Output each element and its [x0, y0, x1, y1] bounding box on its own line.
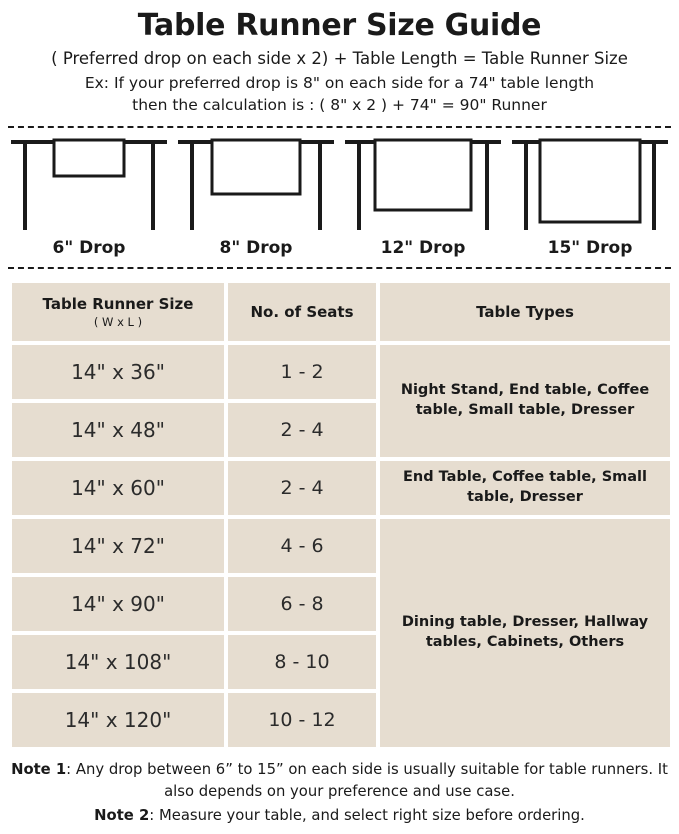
table-drop-illustration-icon [176, 134, 336, 234]
cell-size: 14" x 36" [12, 345, 224, 399]
table-drop-illustration-icon [343, 134, 503, 234]
cell-table-types: End Table, Coffee table, Small table, Dresser [380, 461, 670, 515]
example-line-1: Ex: If your preferred drop is 8" on each side for a 74" table length [84, 74, 595, 92]
cell-seats: 6 - 8 [228, 577, 376, 631]
column-header-size-sub: ( W x L ) [93, 314, 143, 329]
cell-table-types: Dining table, Dresser, Hallway tables, Cabinets, Others [380, 519, 670, 747]
cell-size: 14" x 60" [12, 461, 224, 515]
notes-section [0, 751, 679, 828]
note-2 [10, 805, 669, 827]
column-header-size-label: Table Runner Size [42, 294, 194, 313]
cell-size: 14" x 90" [12, 577, 224, 631]
drop-diagram-1 [8, 134, 170, 258]
cell-size: 14" x 72" [12, 519, 224, 573]
note-1-label: Note 1 [11, 760, 67, 778]
drop-label: 15" Drop [547, 237, 633, 258]
cell-seats: 10 - 12 [228, 693, 376, 747]
drop-label: 12" Drop [380, 237, 466, 258]
size-table-wrapper [0, 269, 679, 751]
infographic-page [0, 8, 679, 834]
table-row [12, 345, 670, 399]
note-1-text: : Any drop between 6” to 15” on each side is usually suitable for table runners. It also depends on your preference and use case. [66, 760, 668, 801]
drop-label: 6" Drop [52, 237, 126, 258]
column-header-size [12, 283, 224, 341]
drop-diagram-3 [342, 134, 504, 258]
page-title: Table Runner Size Guide [137, 8, 542, 43]
cell-size: 14" x 108" [12, 635, 224, 689]
note-2-label: Note 2 [94, 807, 150, 825]
cell-seats: 4 - 6 [228, 519, 376, 573]
cell-seats: 2 - 4 [228, 461, 376, 515]
formula-line: ( Preferred drop on each side x 2) + Table Length = Table Runner Size [51, 49, 628, 68]
drop-label: 8" Drop [219, 237, 293, 258]
cell-table-types: Night Stand, End table, Coffee table, Small table, Dresser [380, 345, 670, 457]
drop-diagrams [0, 128, 679, 258]
drop-diagram-2 [175, 134, 337, 258]
note-1 [10, 759, 669, 803]
note-2-text: : Measure your table, and select right size before ordering. [149, 807, 585, 825]
cell-seats: 2 - 4 [228, 403, 376, 457]
cell-seats: 1 - 2 [228, 345, 376, 399]
cell-seats: 8 - 10 [228, 635, 376, 689]
example-line-2: then the calculation is : ( 8" x 2 ) + 74" = 90" Runner [132, 96, 547, 115]
column-header-types: Table Types [380, 283, 670, 341]
table-header-row [12, 283, 670, 341]
size-table [8, 279, 674, 751]
column-header-seats: No. of Seats [228, 283, 376, 341]
cell-size: 14" x 120" [12, 693, 224, 747]
cell-size: 14" x 48" [12, 403, 224, 457]
table-drop-illustration-icon [9, 134, 169, 234]
table-row [12, 461, 670, 515]
drop-diagram-4 [509, 134, 671, 258]
table-drop-illustration-icon [510, 134, 670, 234]
table-row [12, 519, 670, 573]
